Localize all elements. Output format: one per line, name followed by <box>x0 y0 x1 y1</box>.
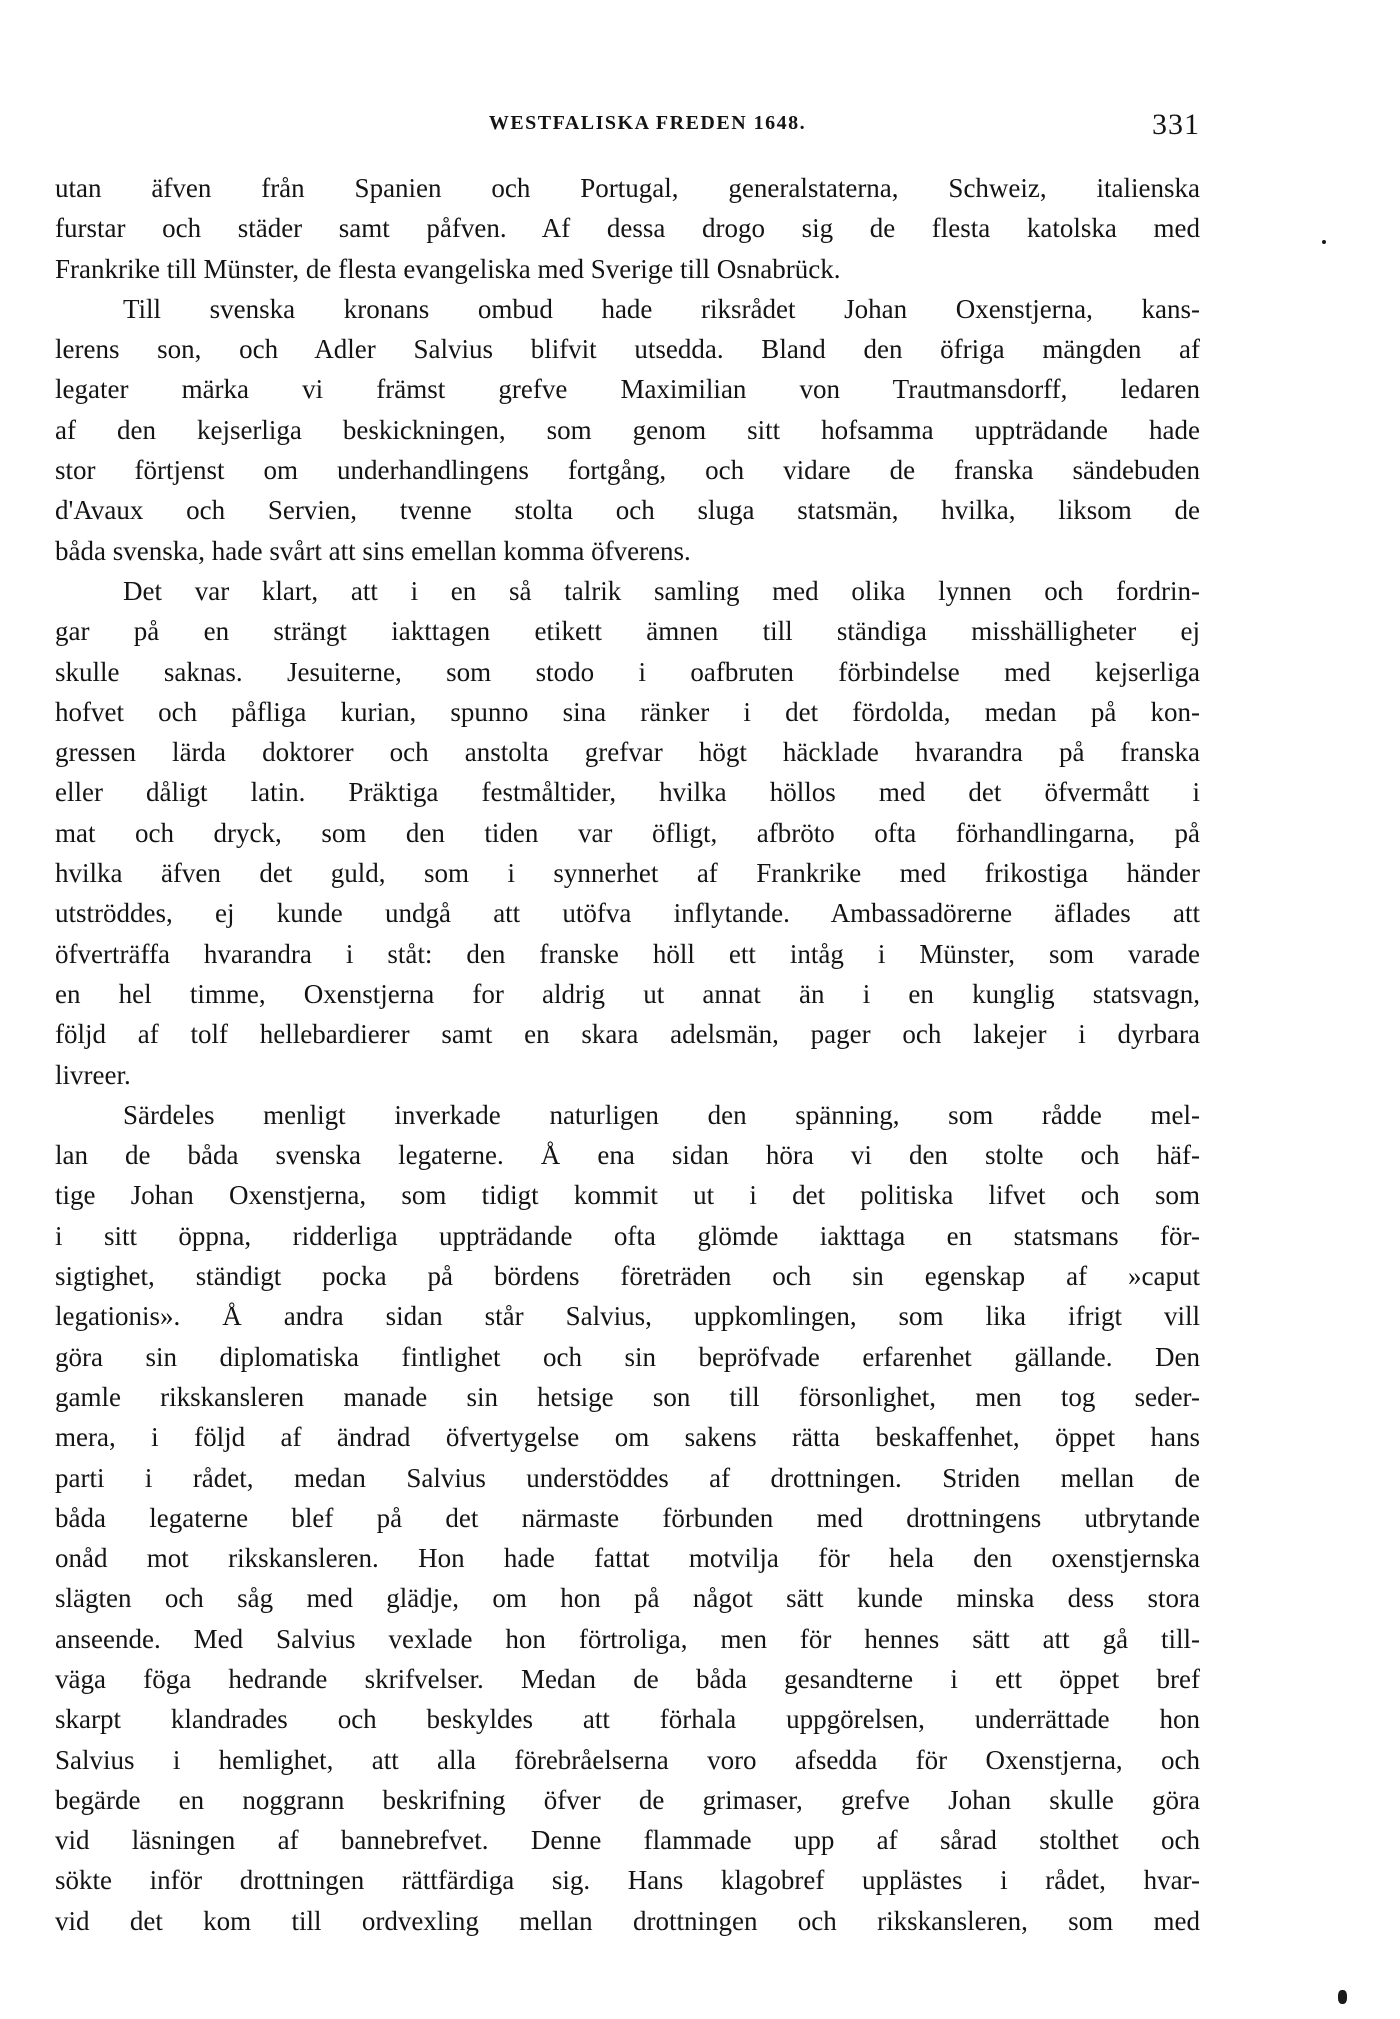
text-line: vid det kom till ordvexling mellan drottningen och rikskansleren, som med <box>55 1905 1200 1936</box>
text-line: legationis». Å andra sidan står Salvius, uppkomlingen, som lika ifrigt vill <box>55 1301 1200 1332</box>
text-line: skarpt klandrades och beskyldes att förhala uppgörelsen, underrättade hon <box>55 1704 1200 1735</box>
text-line: hofvet och påfliga kurian, spunno sina ränker i det fördolda, medan på kon- <box>55 696 1200 727</box>
text-line: furstar och städer samt påfven. Af dessa drogo sig de flesta katolska med <box>55 213 1200 244</box>
text-line: mat och dryck, som den tiden var öfligt, afbröto ofta förhandlingarna, på <box>55 817 1200 848</box>
text-line: begärde en noggrann beskrifning öfver de grimaser, grefve Johan skulle göra <box>55 1784 1200 1815</box>
text-line: lerens son, och Adler Salvius blifvit utsedda. Bland den öfriga mängden af <box>55 334 1200 365</box>
text-line: hvilka äfven det guld, som i synnerhet af Frankrike med frikostiga händer <box>55 858 1200 889</box>
text-line: anseende. Med Salvius vexlade hon förtroliga, men för hennes sätt att gå till- <box>55 1623 1200 1654</box>
text-line: gar på en strängt iakttagen etikett ämnen till ständiga misshälligheter ej <box>55 616 1200 647</box>
running-title: WESTFALISKA FREDEN 1648. <box>488 112 807 134</box>
text-line: Salvius i hemlighet, att alla förebråelserna voro afsedda för Oxenstjerna, och <box>55 1744 1200 1775</box>
text-line: följd af tolf hellebardierer samt en skara adelsmän, pager och lakejer i dyrbara <box>55 1019 1200 1050</box>
text-line: sökte inför drottningen rättfärdiga sig. Hans klagobref upplästes i rådet, hvar- <box>55 1865 1200 1896</box>
text-line: gressen lärda doktorer och anstolta grefvar högt häcklade hvarandra på franska <box>55 737 1200 768</box>
text-line: d'Avaux och Servien, tvenne stolta och sluga statsmän, hvilka, liksom de <box>55 495 1200 526</box>
running-header <box>55 108 1200 148</box>
text-line: en hel timme, Oxenstjerna for aldrig ut annat än i en kunglig statsvagn, <box>55 978 1200 1009</box>
paragraph-start-line: Det var klart, att i en så talrik samling med olika lynnen och fordrin- <box>123 575 1200 606</box>
text-line: stor förtjenst om underhandlingens fortgång, och vidare de franska sändebuden <box>55 455 1200 486</box>
text-line: väga föga hedrande skrifvelser. Medan de båda gesandterne i ett öppet bref <box>55 1663 1200 1694</box>
page-number: 331 <box>1152 108 1200 141</box>
text-line: af den kejserliga beskickningen, som genom sitt hofsamma uppträdande hade <box>55 414 1200 445</box>
paragraph-start-line: Särdeles menligt inverkade naturligen den spänning, som rådde mel- <box>123 1099 1200 1130</box>
text-line: öfverträffa hvarandra i ståt: den franske höll ett intåg i Münster, som varade <box>55 938 1200 969</box>
text-line: vid läsningen af bannebrefvet. Denne flammade upp af sårad stolthet och <box>55 1825 1200 1856</box>
text-line: sigtighet, ständigt pocka på bördens företräden och sin egenskap af »caput <box>55 1261 1200 1292</box>
text-line: Frankrike till Münster, de flesta evangeliska med Sverige till Osnabrück. <box>55 253 841 284</box>
text-line: i sitt öppna, ridderliga uppträdande ofta glömde iakttaga en statsmans för- <box>55 1220 1200 1251</box>
text-line: båda svenska, hade svårt att sins emellan komma öfverens. <box>55 535 691 566</box>
text-line: livreer. <box>55 1059 131 1090</box>
print-speck-mark <box>1338 1990 1347 2004</box>
text-line: skulle saknas. Jesuiterne, som stodo i oafbruten förbindelse med kejserliga <box>55 656 1200 687</box>
text-line: utströddes, ej kunde undgå att utöfva inflytande. Ambassadörerne äflades att <box>55 898 1200 929</box>
text-line: onåd mot rikskansleren. Hon hade fattat motvilja för hela den oxenstjernska <box>55 1543 1200 1574</box>
print-speck-mark <box>1322 240 1326 244</box>
text-line: göra sin diplomatiska fintlighet och sin bepröfvade erfarenhet gällande. Den <box>55 1341 1200 1372</box>
body-text <box>55 168 1200 1941</box>
text-line: båda legaterne blef på det närmaste förbunden med drottningens utbrytande <box>55 1502 1200 1533</box>
text-line: slägten och såg med glädje, om hon på något sätt kunde minska dess stora <box>55 1583 1200 1614</box>
paragraph-start-line: Till svenska kronans ombud hade riksrådet Johan Oxenstjerna, kans- <box>123 293 1200 324</box>
text-line: mera, i följd af ändrad öfvertygelse om sakens rätta beskaffenhet, öppet hans <box>55 1422 1200 1453</box>
text-line: tige Johan Oxenstjerna, som tidigt kommit ut i det politiska lifvet och som <box>55 1180 1200 1211</box>
text-line: eller dåligt latin. Präktiga festmåltider, hvilka höllos med det öfvermått i <box>55 777 1200 808</box>
text-line: gamle rikskansleren manade sin hetsige son till försonlighet, men tog seder- <box>55 1381 1200 1412</box>
text-line: lan de båda svenska legaterne. Å ena sidan höra vi den stolte och häf- <box>55 1140 1200 1171</box>
text-line: legater märka vi främst grefve Maximilian von Trautmansdorff, ledaren <box>55 374 1200 405</box>
text-line: utan äfven från Spanien och Portugal, generalstaterna, Schweiz, italienska <box>55 173 1200 203</box>
text-line: parti i rådet, medan Salvius understöddes af drottningen. Striden mellan de <box>55 1462 1200 1493</box>
